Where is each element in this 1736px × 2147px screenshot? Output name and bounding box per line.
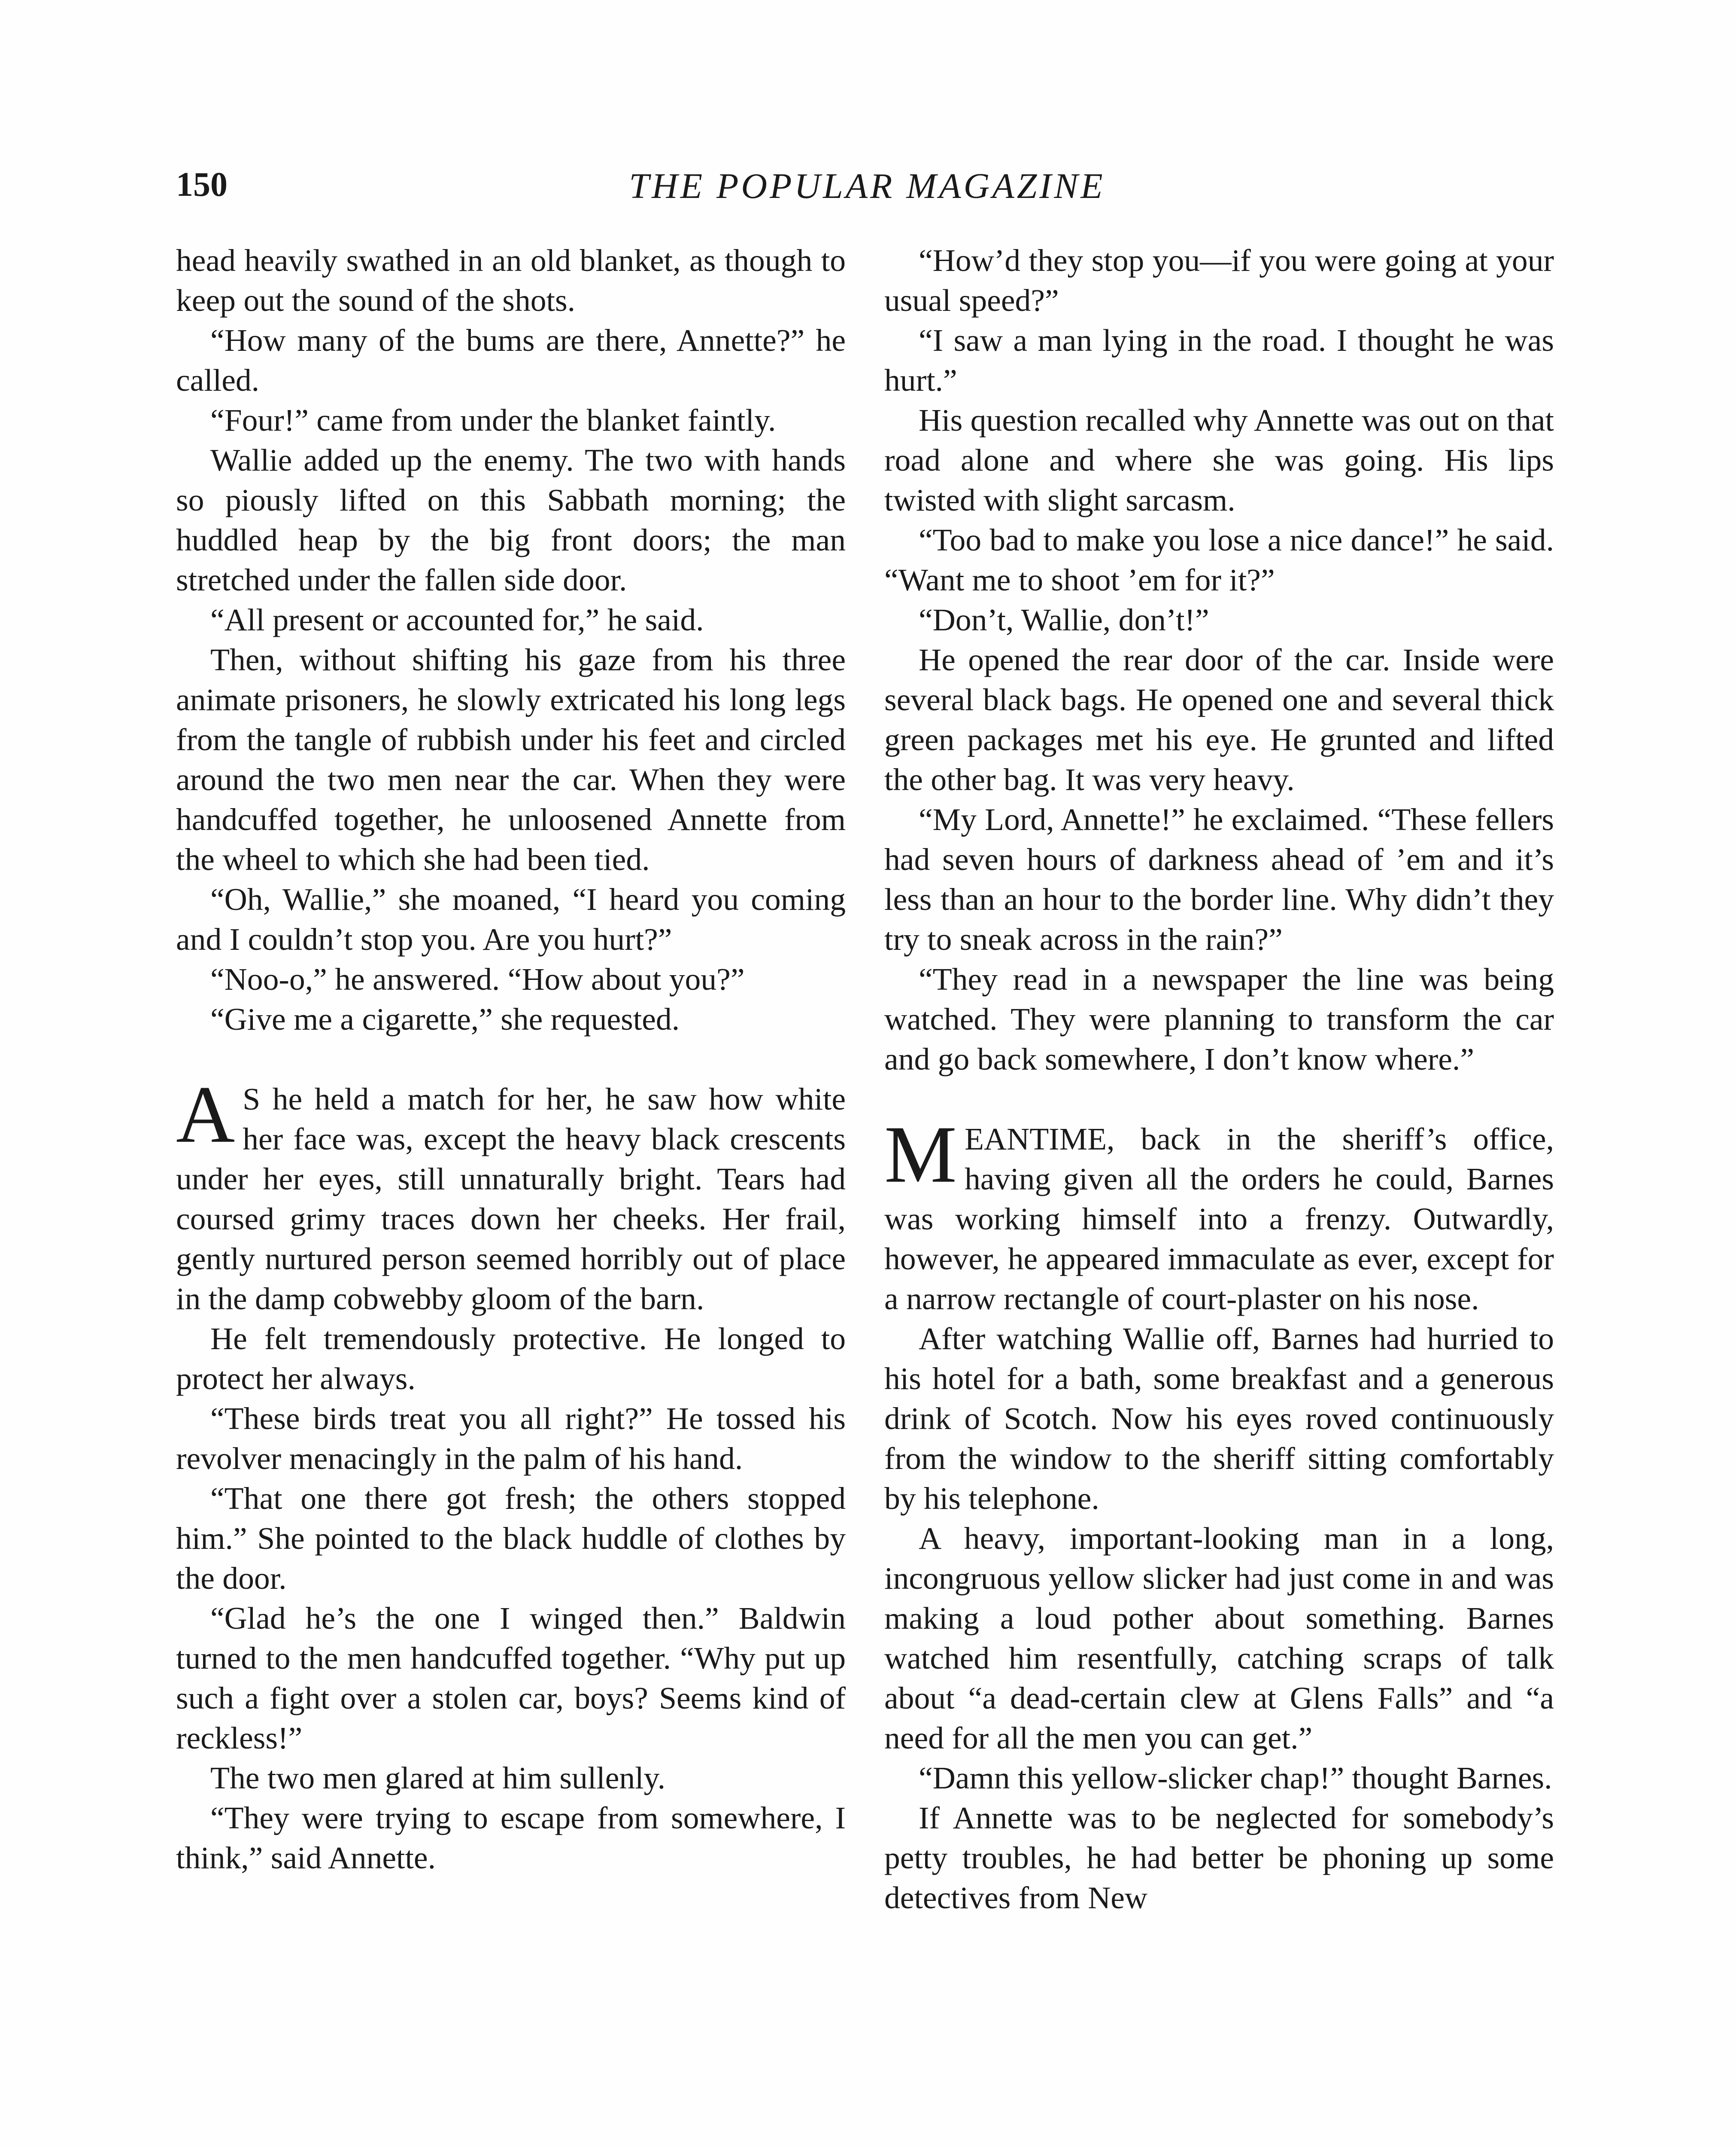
- paragraph-text: EANTIME, back in the sheriff’s office, having given all the orders he could, Barnes was working himself into a frenzy. Outwardly, however, he appeared immaculate as ever, except for a narrow rectangle of court-plaster on his nose.: [884, 1121, 1554, 1316]
- running-head: THE POPULAR MAGAZINE: [629, 166, 1105, 206]
- paragraph: “Damn this yellow-slicker chap!” thought Barnes.: [919, 1760, 1552, 1795]
- paragraph: A heavy, important-looking man in a long, incongruous yellow slicker had just come in and was making a loud pother about something. Barnes watched him resentfully, catching scraps of talk about “a dead-certain clew at Glens Falls” and “a need for all the men you can get.”: [884, 1521, 1554, 1755]
- paragraph: He opened the rear door of the car. Inside were several black bags. He opened one and several thick green packages met his eye. He grunted and lifted the other bag. It was very heavy.: [884, 642, 1554, 797]
- paragraph: “Noo-o,” he answered. “How about you?”: [210, 961, 745, 997]
- page-header: [176, 161, 1558, 221]
- paragraph: “Oh, Wallie,” she moaned, “I heard you coming and I couldn’t stop you. Are you hurt?”: [176, 882, 846, 957]
- paragraph: “Too bad to make you lose a nice dance!” he said. “Want me to shoot ’em for it?”: [884, 522, 1554, 597]
- paragraph: “Four!” came from under the blanket faintly.: [210, 402, 776, 438]
- section-opening-paragraph: [176, 1070, 846, 1319]
- paragraph: “Give me a cigarette,” she requested.: [210, 1001, 680, 1037]
- paragraph: “Glad he’s the one I winged then.” Baldwin turned to the men handcuffed together. “Why put up such a fight over a stolen car, boys? Seems kind of reckless!”: [176, 1600, 846, 1755]
- paragraph: His question recalled why Annette was out on that road alone and where she was going. His lips twisted with slight sarcasm.: [884, 402, 1554, 517]
- paragraph: “They read in a newspaper the line was being watched. They were planning to transform the car and go back somewhere, I don’t know where.”: [884, 961, 1554, 1077]
- paragraph: Then, without shifting his gaze from his three animate prisoners, he slowly extricated his long legs from the tangle of rubbish under his feet and circled around the two men near the car. When they were handcuffed together, he unloosened Annette from the wheel to which she had been tied.: [176, 642, 846, 877]
- paragraph: He felt tremendously protective. He longed to protect her always.: [176, 1321, 846, 1396]
- page-number: 150: [176, 166, 228, 204]
- left-column: [176, 240, 846, 1878]
- drop-cap: A: [176, 1070, 235, 1160]
- paragraph: “These birds treat you all right?” He tossed his revolver menacingly in the palm of his hand.: [176, 1401, 846, 1476]
- section-opening-paragraph: [884, 1110, 1554, 1319]
- right-column: [884, 240, 1554, 1918]
- paragraph: head heavily swathed in an old blanket, as though to keep out the sound of the shots.: [176, 243, 846, 318]
- paragraph: “They were trying to escape from somewhere, I think,” said Annette.: [176, 1800, 846, 1875]
- drop-cap: M: [884, 1110, 957, 1200]
- paragraph: “How’d they stop you—if you were going at your usual speed?”: [884, 243, 1554, 318]
- paragraph: “My Lord, Annette!” he exclaimed. “These fellers had seven hours of darkness ahead of ’em and it’s less than an hour to the border line. Why didn’t they try to sneak across in the rain?”: [884, 802, 1554, 957]
- paragraph-text: S he held a match for her, he saw how white her face was, except the heavy black crescents under her eyes, still unnaturally bright. Tears had coursed grimy traces down her cheeks. Her frail, gently nurtured person seemed horribly out of place in the damp cobwebby gloom of the barn.: [176, 1081, 846, 1316]
- paragraph: “Don’t, Wallie, don’t!”: [919, 602, 1209, 637]
- paragraph: “How many of the bums are there, Annette?” he called.: [176, 322, 846, 398]
- paragraph: Wallie added up the enemy. The two with hands so piously lifted on this Sabbath morning; the huddled heap by the big front doors; the man stretched under the fallen side door.: [176, 442, 846, 597]
- paragraph: “All present or accounted for,” he said.: [210, 602, 704, 637]
- paragraph: “I saw a man lying in the road. I thought he was hurt.”: [884, 322, 1554, 398]
- paragraph: After watching Wallie off, Barnes had hurried to his hotel for a bath, some breakfast and a generous drink of Scotch. Now his eyes roved continuously from the window to the sheriff sitting comfortably by his telephone.: [884, 1321, 1554, 1516]
- paragraph: If Annette was to be neglected for somebody’s petty troubles, he had better be phoning up some detectives from New: [884, 1800, 1554, 1915]
- paragraph: “That one there got fresh; the others stopped him.” She pointed to the black huddle of clothes by the door.: [176, 1481, 846, 1596]
- paragraph: The two men glared at him sullenly.: [210, 1760, 666, 1795]
